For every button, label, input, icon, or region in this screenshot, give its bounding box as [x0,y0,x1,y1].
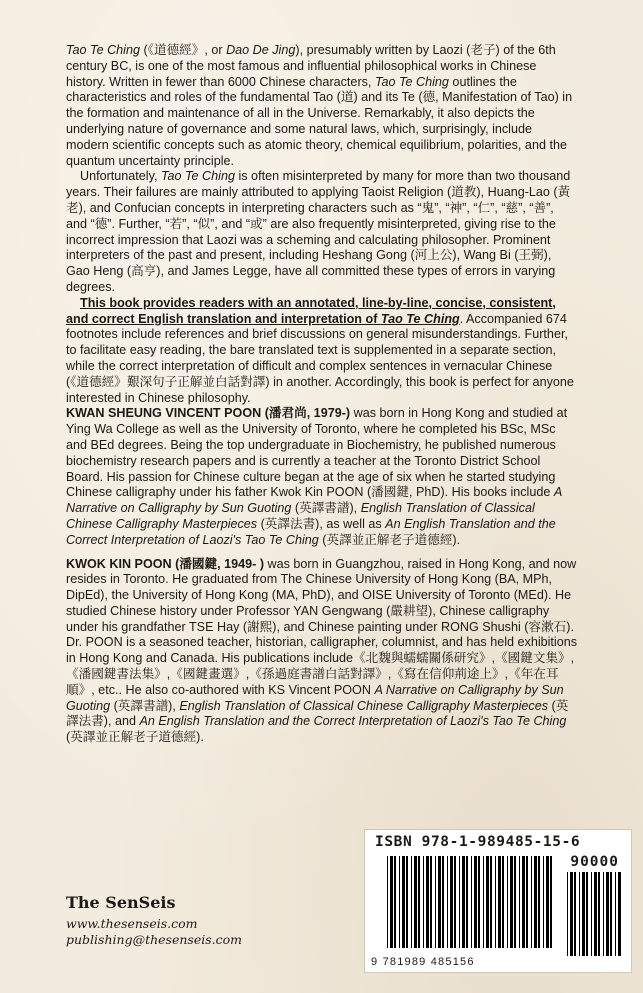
text-span: (英譯法書), and [66,698,569,729]
barcode-bar [615,872,616,956]
barcode-bar [471,856,472,948]
barcode-bar [570,872,573,956]
author-name: KWAN SHEUNG VINCENT POON (潘君尚, 1979-) [66,406,351,421]
barcode-bar [531,856,532,948]
text-span: outlines the characteristics and roles of the fundamental Tao (道) and its Te (德, Manifestation of Tao) in the formation and maintenance of all in the Universe. Remarkably, it also depicts the underlying nature of governance and some natural laws, which, surprisingly, include modern scientific concepts such as atomic theory, chemical equilibrium, polarities, and the quantum uncertainty principle. [66,74,573,168]
book-title: English Translation of Classical Chinese Calligraphy Masterpieces [179,698,549,713]
barcode-bar [598,872,600,956]
author-name: KWOK KIN POON (潘國鍵, 1949- ) [66,556,265,571]
text-span: (英譯並正解老子道德經). [66,730,204,745]
barcode-bar [399,856,400,948]
isbn-barcode [364,829,632,973]
barcode-bar [586,872,588,956]
description-paragraph-1 [66,43,578,169]
author-bio-vincent-poon [66,406,578,548]
barcode-bar [478,856,480,948]
barcode-bar [486,856,489,948]
barcode-bar [550,856,552,948]
barcode-bar [466,856,468,948]
book-title: Tao Te Ching [380,311,460,326]
text-span: ), presumably written by Laozi (老子) of the 6th century BC, is one of the most famous and influential philosophical works in Chinese history. Written in fewer than 6000 Chinese characters, [66,43,556,89]
barcode-bar [414,856,417,948]
barcode-bar [610,872,612,956]
addon-barcode-bars [565,872,621,956]
barcode-bar [435,856,436,948]
text-span: . Accompanied 674 footnotes include references and brief discussions on general misunderstandings. Further, to facilitate easy reading, the bare translated text is supplemented in a separate section, while the correct interpretation of difficult and complex sentences in vernacular Chinese (《道德經》艱深句子正解並白話對譯) in another. Accordingly, this book is perfect for anyone interested in Chinese philosophy. [66,311,574,405]
publisher-website: www.thesenseis.com [66,916,198,931]
text-span: (英譯法書), as well as [257,516,386,531]
barcode-bar [490,856,492,948]
barcode-bar [462,856,465,948]
book-title: Tao Te Ching [66,43,140,57]
barcode-bar [483,856,484,948]
barcode-bar [426,856,429,948]
publisher-email: publishing@thesenseis.com [66,932,242,947]
barcode-bar [474,856,477,948]
price-code: 90000 [570,854,619,870]
barcode-bar [567,872,568,956]
barcode-bar [543,856,544,948]
book-title: Tao Te Ching [160,169,235,184]
barcode-bar [442,856,444,948]
book-title: An English Translation and the Correct Interpretation of Laozi's Tao Te Ching [66,516,556,547]
ean-barcode-bars [385,856,557,956]
book-title: A Narrative on Calligraphy by Sun Guoting [66,682,564,713]
barcode-bar [498,856,501,948]
book-title: English Translation of Classical Chinese Calligraphy Masterpieces [66,501,535,531]
barcode-bar [495,856,496,948]
barcode-bar [546,856,549,948]
barcode-digits: 9 781989 485156 [371,956,475,968]
barcode-bar [454,856,456,948]
barcode-bar [591,872,592,956]
text-span: was born in Guangzhou, raised in Hong Kong, and now resides in Toronto. He graduated from The Chinese University of Hong Kong (BA, MPh, DipEd), the University of Hong Kong (MA, PhD), and OISE University of Toronto (MEd). He studied Chinese history under Professor YAN Gengwang (嚴耕望), Chinese calligraphy under his grandfather TSE Hay (謝熙), and Chinese painting under RONG Shushi (容漱石). Dr. POON is a seasoned teacher, historian, calligrapher, columnist, and has held exhibitions in Hong Kong and Canada. His publications include《北魏與蠕蠕關係研究》,《國鍵文集》,《潘國鍵書法集》,《國鍵畫選》,《孫過庭書譜白話對譯》,《寫在信仰荊途上》,《年在耳順》, etc.. He also co-authored with KS Vincent POON [66,556,578,697]
description-paragraph-3 [66,296,578,407]
author-bio-kwok-kin-poon [66,557,578,747]
text-span: is often misinterpreted by many for more than two thousand years. Their failures are mainly attributed to applying Taoist Religion (道教), Huang-Lao (黃老), and Confucian concepts in interpreting characters such as “鬼”, “神”, “仁”, “慈”, “善”, and “德”. Further, “若”, “似”, and “或” are also frequently misinterpreted, giving rise to the incorrect impression that Laozi was a scheming and calculating philosopher. Prominent interpreters of the past and present, including Heshang Gong (河上公), Wang Bi (王弼), Gao Heng (高亨), and James Legge, have all committed these types of errors in varying degrees. [66,169,571,294]
text-span: (英譯並正解老子道德經). [318,532,461,547]
barcode-bar [459,856,460,948]
isbn-label: ISBN 978-1-989485-15-6 [375,834,581,850]
barcode-bar [507,856,508,948]
barcode-bar [387,856,388,948]
barcode-bar [522,856,525,948]
barcode-bar [411,856,412,948]
barcode-bar [510,856,513,948]
barcode-bar [450,856,453,948]
barcode-bar [402,856,405,948]
book-description [66,43,578,406]
barcode-bar [618,872,621,956]
text-span: (《道德經》, or [140,43,227,57]
barcode-bar [514,856,516,948]
barcode-bar [594,872,597,956]
barcode-bar [447,856,448,948]
text-span: (英譯書譜), [291,501,361,516]
book-title: Tao Te Ching [374,74,449,89]
publisher-info [66,893,326,948]
highlight-statement: This book provides readers with an annotated, line-by-line, concise, consistent, and correct English translation and interpretation of [66,295,556,326]
barcode-bar [394,856,396,948]
barcode-bar [606,872,609,956]
book-title: An English Translation and the Correct Interpretation of Laozi's Tao Te Ching [139,714,567,729]
barcode-bar [526,856,528,948]
back-cover-text [66,43,578,746]
barcode-bar [579,872,580,956]
publisher-name: The SenSeis [66,893,176,912]
text-span: Unfortunately, [80,169,161,184]
barcode-bar [582,872,585,956]
barcode-bar [430,856,432,948]
barcode-bar [538,856,540,948]
barcode-bar [406,856,408,948]
barcode-bar [502,856,504,948]
book-title: A Narrative on Calligraphy by Sun Guoting [66,485,562,516]
barcode-bar [534,856,537,948]
barcode-bar [423,856,424,948]
barcode-bar [390,856,393,948]
barcode-bar [519,856,520,948]
text-span: (英譯書譜), [110,698,180,713]
barcode-bar [574,872,576,956]
description-paragraph-2 [66,169,578,295]
alt-title: Dao De Jing [226,43,296,57]
barcode-bar [418,856,420,948]
barcode-bar [603,872,604,956]
text-span: was born in Hong Kong and studied at Ying Wa College as well as the University of Toronto, where he completed his BSc, MSc and BEd degrees. Being the top undergraduate in Biochemistry, he published numerous biochemistry research papers and is currently a teacher at the Toronto District School Board. His passion for Chinese culture began at the age of six when he started studying Chinese calligraphy under his father Kwok Kin POON (潘國鍵, PhD). His books include [66,406,568,500]
barcode-bar [438,856,441,948]
